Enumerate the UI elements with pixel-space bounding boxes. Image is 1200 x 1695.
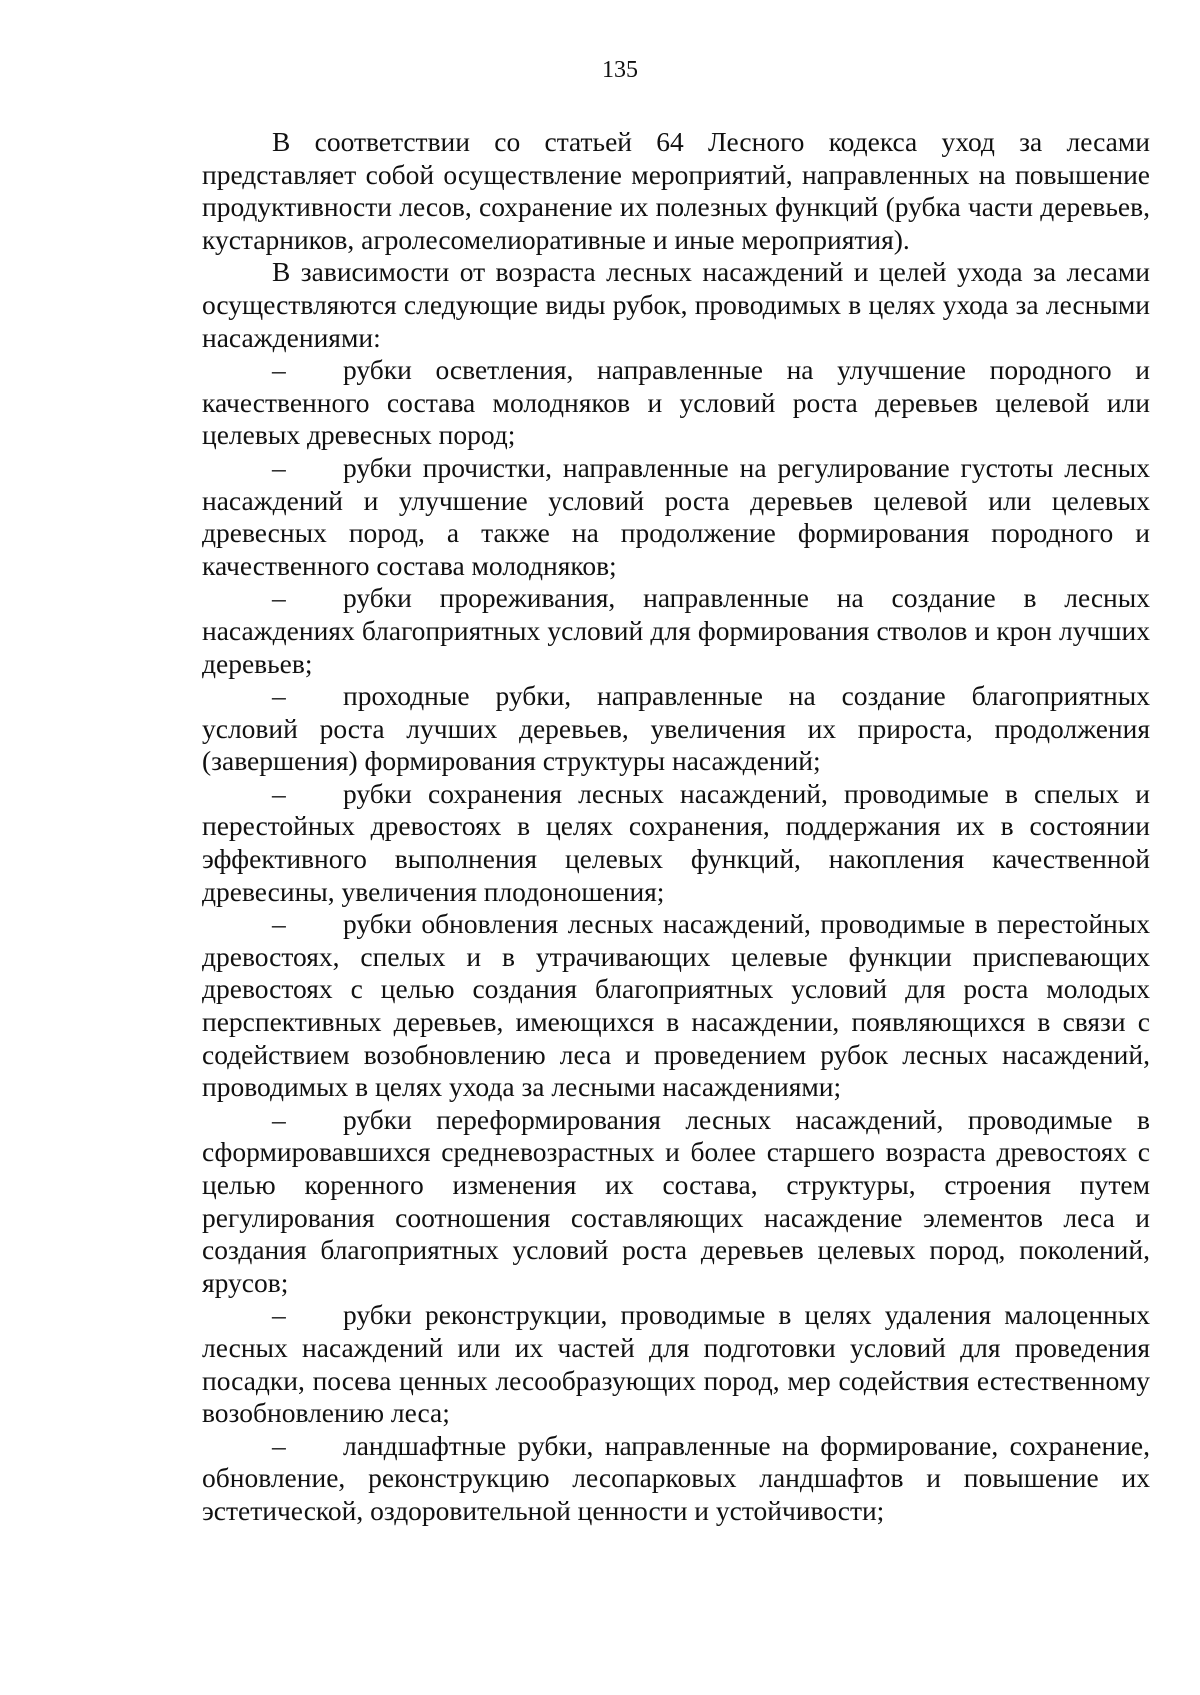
list-dash: – (272, 1429, 286, 1461)
list-item (202, 908, 1150, 1104)
list-item-text: рубки осветления, направленные на улучшение породного и качественного состава молодняков и условий роста деревьев целевой или целевых древесных пород; (202, 354, 1150, 451)
list-dash: – (272, 908, 286, 940)
list-dash: – (272, 1103, 286, 1135)
list-dash: – (272, 354, 286, 386)
list-item (202, 582, 1150, 680)
list-item-text: рубки реконструкции, проводимые в целях удаления малоценных лесных насаждений или их частей для подготовки условий для проведения посадки, посева ценных лесообразующих пород, мер содействия естественному возобновлению леса; (202, 1299, 1150, 1429)
paragraph: В соответствии со статьей 64 Лесного кодекса уход за лесами представляет собой осуществление мероприятий, направленных на повышение продуктивности лесов, сохранение их полезных функций (рубка части деревьев, кустарников, агролесомелиоративные и иные мероприятия). (202, 126, 1150, 255)
list-item (202, 1430, 1150, 1528)
list-item-text: ландшафтные рубки, направленные на формирование, сохранение, обновление, реконструкцию лесопарковых ландшафтов и повышение их эстетической, оздоровительной ценности и устойчивости; (202, 1429, 1150, 1526)
paragraph: В зависимости от возраста лесных насаждений и целей ухода за лесами осуществляются следующие виды рубок, проводимых в целях ухода за лесными насаждениями: (202, 256, 1150, 353)
list-item (202, 1299, 1150, 1429)
list-item-text: рубки прочистки, направленные на регулирование густоты лесных насаждений и улучшение условий роста деревьев целевой или целевых древесных пород, а также на продолжение формирования породного и качественного состава молодняков; (202, 451, 1150, 581)
list-item-text: рубки переформирования лесных насаждений, проводимые в сформировавшихся средневозрастных и более старшего возраста древостоях с целью коренного изменения их состава, структуры, строения путем регулирования соотношения составляющих насаждение элементов леса и создания благоприятных условий роста деревьев целевых пород, поколений, ярусов; (202, 1103, 1150, 1298)
list-dash: – (272, 451, 286, 483)
list-dash: – (272, 777, 286, 809)
list-item (202, 1104, 1150, 1300)
list-item-text: рубки сохранения лесных насаждений, проводимые в спелых и перестойных древостоях в целях сохранения, поддержания их в состоянии эффективного выполнения целевых функций, накопления качественной древесины, увеличения плодоношения; (202, 777, 1150, 907)
list-item-text: проходные рубки, направленные на создание благоприятных условий роста лучших деревьев, увеличения их прироста, продолжения (завершения) формирования структуры насаждений; (202, 680, 1150, 777)
list-item-text: рубки обновления лесных насаждений, проводимые в перестойных древостоях, спелых и в утрачивающих целевые функции приспевающих древостоях с целью создания благоприятных условий для роста молодых перспективных деревьев, имеющихся в насаждении, появляющихся в связи с содействием возобновлению леса и проведением рубок лесных насаждений, проводимых в целях ухода за лесными насаждениями; (202, 908, 1150, 1103)
list-item-text: рубки прореживания, направленные на создание в лесных насаждениях благоприятных условий для формирования стволов и крон лучших деревьев; (202, 582, 1150, 679)
page-number: 135 (602, 57, 638, 83)
list-item (202, 680, 1150, 778)
list-dash: – (272, 582, 286, 614)
list-item (202, 452, 1150, 582)
list-dash: – (272, 1299, 286, 1331)
document-body (202, 126, 1150, 1528)
list-dash: – (272, 680, 286, 712)
list-item (202, 778, 1150, 908)
list-item (202, 354, 1150, 452)
